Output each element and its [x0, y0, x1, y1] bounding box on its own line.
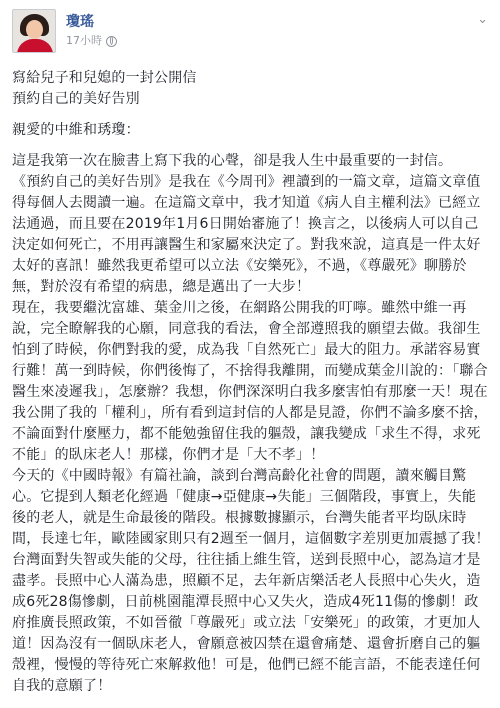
author-avatar[interactable]	[12, 9, 56, 53]
post-timestamp[interactable]: 17小時	[66, 34, 102, 47]
post-options-chevron-icon[interactable]: ⌄	[477, 12, 488, 27]
avatar-face	[26, 20, 43, 39]
post-paragraph-2: 《預約自己的美好告別》是我在《今周刊》裡讀到的一篇文章，這篇文章值得每個人去閱讀一遍。在這篇文章中，我才知道《病人自主權利法》已經立法通過，而且要在2019年1月6日開始審施了！換言之，以後病人可以自己決定如何死亡，不用再讓醫生和家屬來決定了。對我來說，這真是一件太好太好的喜訊！雖然我更希望可以立法《安樂死》，不過，《尊嚴死》聊勝於無，對於沒有希望的病患，總是邁出了一大步！	[12, 174, 481, 295]
post-greeting: 親愛的中維和琇瓊：	[12, 122, 140, 138]
post-title-line-2: 預約自己的美好告別	[12, 91, 140, 107]
post-paragraph-4: 今天的《中國時報》有篇社論，談到台灣高齡化社會的問題，讀來觸目驚心。它提到人類老化經過「健康→亞健康→失能」三個階段，事實上，失能後的老人，就是生命最後的階段。根據數據顯示，台灣失能者平均臥床時間，長達七年，歐陸國家則只有2週至一個月，這個數字差別更加震撼了我！台灣面對失智或失能的父母，往往插上維生管，送到長照中心，認為這才是盡孝。長照中心人滿為患，照顧不足，去年新店樂活老人長照中心失火，造成6死28傷慘劇，日前桃園龍潭長照中心又失火，造成4死11傷的慘劇！政府推廣長照政策，不如晉徹「尊嚴死」或立法「安樂死」的政策，才更加人道！因為沒有一個臥床老人，會願意被囚禁在還會痛楚、還會折磨自己的軀殼裡，慢慢的等待死亡來解救他！可是，他們已經不能言語，不能表達任何自我的意願了！	[12, 468, 490, 694]
avatar-shirt	[17, 39, 53, 53]
post-header	[12, 8, 117, 54]
post-title-line-1: 寫給兒子和兒媳的一封公開信	[12, 70, 197, 86]
globe-icon	[106, 36, 117, 47]
post-meta	[66, 13, 117, 49]
post-time-row	[66, 33, 117, 49]
post-paragraph-1: 這是我第一次在臉書上寫下我的心聲，卻是我人生中最重要的一封信。	[12, 153, 453, 169]
post-body	[12, 68, 490, 697]
post-paragraph-3: 現在，我要繼沈富雄、葉金川之後，在網路公開我的叮嚀。雖然中維一再說，完全瞭解我的心願，同意我的看法，會全部遵照我的願望去做。我卻生怕到了時候，你們對我的愛，成為我「自然死亡」最大的阻力。承諾容易實行難！萬一到時候，你們後悔了，不捨得我離開，而變成葉金川說的：「聯合醫生來凌遲我」，怎麼辦？我想，你們深深明白我多麼害怕有那麼一天！現在我公開了我的「權利」，所有看到這封信的人都是見證，你們不論多麼不捨，不論面對什麼壓力，都不能勉強留住我的軀殼，讓我變成「求生不得，求死不能」的臥床老人！那樣，你們才是「大不孝」！	[12, 300, 488, 463]
author-name[interactable]: 瓊瑤	[66, 14, 94, 30]
